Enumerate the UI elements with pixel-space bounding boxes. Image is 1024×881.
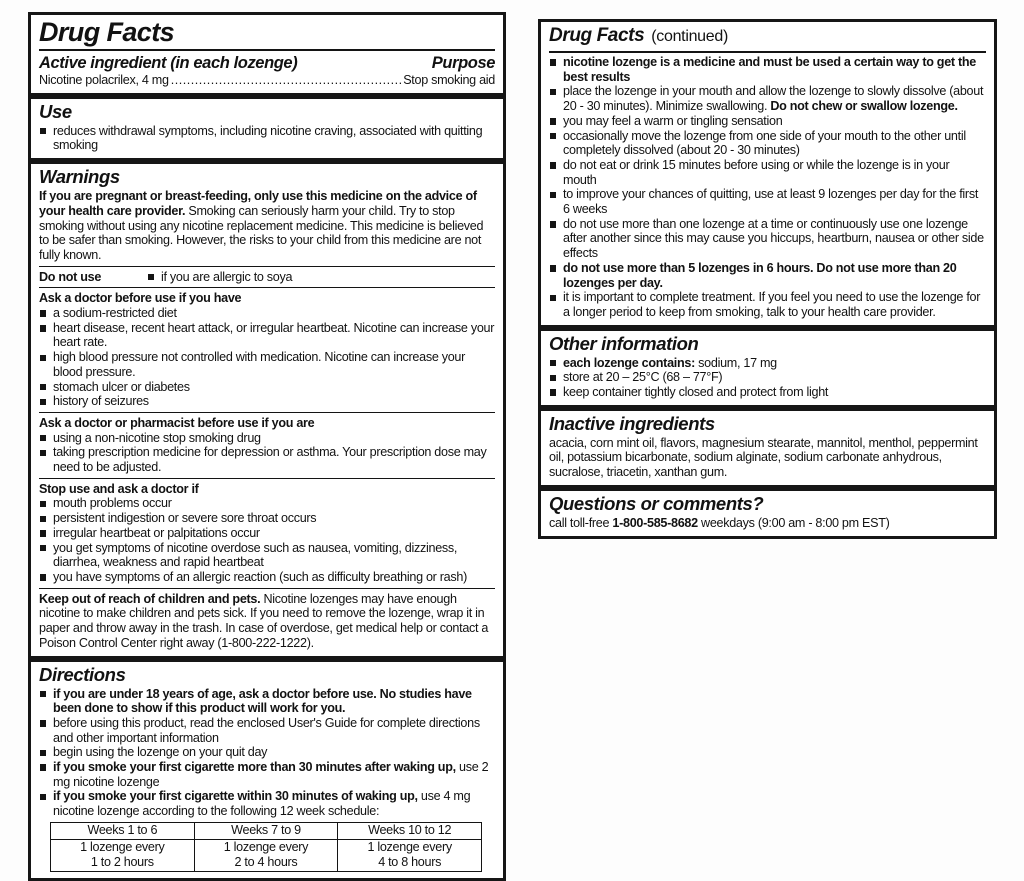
bullet-item — [39, 570, 495, 585]
active-ingredient-heading: Active ingredient (in each lozenge) — [39, 54, 298, 72]
dose-line2: 1 to 2 hours — [90, 855, 154, 870]
text-segment: begin using the lozenge on your quit day — [53, 745, 268, 760]
dose-line1: 1 lozenge every — [367, 840, 452, 855]
questions-heading: Questions or comments? — [549, 492, 764, 514]
purpose-heading: Purpose — [431, 54, 495, 72]
continued-title-row — [549, 24, 986, 49]
drug-facts-continued-title: Drug Facts — [549, 25, 645, 46]
text-segment: Do not chew or swallow lozenge. — [770, 99, 958, 114]
table-row — [51, 839, 482, 871]
use-heading: Use — [39, 100, 72, 122]
text-segment: irregular heartbeat or palpitations occur — [53, 525, 260, 540]
text-segment: occasionally move the lozenge from one side of your mouth to the other until completely dissolved (about 20 - 30 minutes) — [563, 128, 966, 158]
other-information-items — [549, 356, 986, 400]
bullet-item — [147, 270, 495, 285]
text-segment: you have symptoms of an allergic reaction (such as difficulty breathing or rash) — [53, 569, 467, 584]
drug-facts-panel-right — [538, 19, 997, 539]
text-segment: Keep out of reach of children and pets. — [39, 591, 264, 606]
inactive-ingredients-text: acacia, corn mint oil, flavors, magnesium stearate, mannitol, menthol, peppermint oil, potassium bicarbonate, sodium alginate, sodium carbonate anhydrous, sucralose, triacetin, xanthan gum. — [549, 435, 978, 480]
bullet-item — [39, 445, 495, 474]
bullet-item — [39, 511, 495, 526]
text-segment: if you are allergic to soya — [161, 269, 293, 284]
drug-facts-panel-left — [28, 12, 506, 881]
section-questions — [538, 488, 997, 539]
section-title-active-ingredient — [28, 12, 506, 96]
divider — [549, 51, 986, 53]
purpose-value: Stop smoking aid — [403, 73, 495, 87]
bullet-item — [549, 356, 986, 371]
divider — [39, 412, 495, 413]
text-segment: call toll-free — [549, 515, 613, 530]
table-cell-weeks-1-6 — [51, 839, 195, 871]
section-use — [28, 96, 506, 161]
bullet-item — [549, 385, 986, 400]
table-cell-weeks-7-9 — [194, 839, 338, 871]
bullet-item — [549, 370, 986, 385]
bullet-item — [39, 350, 495, 379]
bullet-item — [549, 290, 986, 319]
text-segment: sodium, 17 mg — [698, 355, 777, 370]
table-header-weeks-1-6: Weeks 1 to 6 — [51, 822, 195, 839]
table-header-row — [51, 822, 482, 839]
text-segment: reduces withdrawal symptoms, including nicotine craving, associated with quitting smoking — [53, 123, 483, 153]
text-segment: stomach ulcer or diabetes — [53, 379, 190, 394]
bullet-item — [39, 124, 495, 153]
text-segment: do not use more than 5 lozenges in 6 hours. Do not use more than 20 lozenges per day. — [563, 260, 957, 290]
text-segment: use 4 mg nicotine lozenge according to the following 12 week schedule: — [53, 789, 471, 819]
text-segment: persistent indigestion or severe sore throat occurs — [53, 511, 317, 526]
text-segment: before using this product, read the enclosed User's Guide for complete directions and other important information — [53, 715, 480, 745]
dose-line1: 1 lozenge every — [80, 840, 165, 855]
active-ingredient-name: Nicotine polacrilex, 4 mg — [39, 73, 169, 87]
text-segment: use 2 mg nicotine lozenge — [53, 760, 489, 789]
text-segment: if you are under 18 years of age, ask a doctor before use. No studies have been done to show if this product will work for you. — [53, 686, 472, 716]
directions-items — [39, 687, 495, 819]
table-header-weeks-10-12: Weeks 10 to 12 — [338, 822, 482, 839]
bullet-item — [39, 526, 495, 541]
bullet-item — [549, 217, 986, 261]
section-other-information — [538, 328, 997, 408]
bullet-item — [39, 541, 495, 570]
bullet-item — [39, 745, 495, 760]
text-segment: high blood pressure not controlled with medication. Nicotine can increase your blood pressure. — [53, 350, 466, 379]
text-segment: to improve your chances of quitting, use at least 9 lozenges per day for the first 6 weeks — [563, 187, 979, 217]
divider — [39, 287, 495, 288]
directions-heading: Directions — [39, 663, 126, 685]
dosing-schedule-table — [50, 822, 482, 872]
do-not-use-label: Do not use — [39, 269, 102, 284]
text-segment: do not eat or drink 15 minutes before using or while the lozenge is in your mouth — [563, 157, 950, 187]
text-segment: using a non-nicotine stop smoking drug — [53, 430, 261, 445]
bullet-item — [39, 394, 495, 409]
text-segment: heart disease, recent heart attack, or irregular heartbeat. Nicotine can increase your heart rate. — [53, 320, 495, 350]
section-inactive-ingredients — [538, 408, 997, 488]
bullet-item — [39, 321, 495, 350]
inactive-ingredients-heading: Inactive ingredients — [549, 412, 715, 434]
pregnancy-warning — [39, 189, 495, 263]
bullet-item — [39, 760, 495, 789]
do-not-use-items — [147, 270, 495, 285]
text-segment: taking prescription medicine for depression or asthma. Your prescription dose may need to be adjusted. — [53, 445, 487, 475]
bullet-item — [39, 687, 495, 716]
bullet-item — [549, 55, 986, 84]
bullet-item — [39, 306, 495, 321]
warnings-heading: Warnings — [39, 166, 120, 188]
bullet-item — [39, 716, 495, 745]
questions-text — [549, 516, 986, 531]
bullet-item — [549, 114, 986, 129]
bullet-item — [39, 496, 495, 511]
other-information-heading: Other information — [549, 332, 699, 354]
bullet-item — [549, 84, 986, 113]
text-segment: nicotine lozenge is a medicine and must be used a certain way to get the best results — [563, 55, 976, 84]
dose-line2: 4 to 8 hours — [378, 855, 442, 870]
table-header-weeks-7-9: Weeks 7 to 9 — [194, 822, 338, 839]
keep-out-of-reach-warning — [39, 592, 495, 651]
stop-use-items — [39, 496, 495, 584]
text-segment: weekdays (9:00 am - 8:00 pm EST) — [697, 515, 890, 530]
text-segment: do not use more than one lozenge at a time or continuously use one lozenge after another since this may cause you hiccups, heartburn, nausea or other side effects — [563, 216, 984, 261]
bullet-item — [39, 789, 495, 818]
ask-doctor-heading: Ask a doctor before use if you have — [39, 291, 242, 306]
stop-use-heading: Stop use and ask a doctor if — [39, 481, 199, 496]
text-segment: Smoking can seriously harm your child. Try to stop smoking without using any nicotine replacement medicine. This medicine is believed to be safer than smoking. However, the risks to your child from this medicine are not fully known. — [39, 203, 484, 262]
dose-line2: 2 to 4 hours — [234, 855, 298, 870]
bullet-item — [39, 380, 495, 395]
text-segment: if you smoke your first cigarette within 30 minutes of waking up, — [53, 789, 421, 804]
table-cell-weeks-10-12 — [338, 839, 482, 871]
text-segment: store at 20 – 25°C (68 – 77°F) — [563, 370, 723, 385]
divider — [39, 49, 495, 51]
section-warnings — [28, 161, 506, 658]
bullet-item — [549, 158, 986, 187]
divider — [39, 588, 495, 589]
drug-facts-title: Drug Facts — [39, 17, 175, 47]
dose-line1: 1 lozenge every — [223, 840, 309, 855]
ask-pharmacist-heading: Ask a doctor or pharmacist before use if you are — [39, 415, 315, 430]
ask-doctor-items — [39, 306, 495, 409]
text-segment: you may feel a warm or tingling sensation — [563, 113, 783, 128]
ask-pharmacist-items — [39, 431, 495, 475]
divider — [39, 266, 495, 267]
use-items — [39, 124, 495, 153]
dotted-leader — [171, 73, 401, 88]
section-directions — [28, 659, 506, 881]
active-ingredient-value-row — [39, 73, 495, 88]
bullet-item — [549, 187, 986, 216]
section-directions-continued — [538, 19, 997, 328]
text-segment: 1-800-585-8682 — [612, 515, 698, 530]
usage-items — [549, 55, 986, 320]
text-segment: history of seizures — [53, 394, 149, 409]
active-ingredient-header-row — [39, 53, 495, 73]
continued-label: (continued) — [651, 28, 728, 45]
text-segment: Nicotine lozenges may have enough nicotine to make children and pets sick. If you need to remove the lozenge, wrap it in paper and throw away in the trash. In case of overdose, get medical help or contact a Poison Control Center right away (1-800-222-1222). — [39, 591, 489, 650]
do-not-use-row — [39, 270, 495, 285]
text-segment: it is important to complete treatment. If you feel you need to use the lozenge for a longer period to keep from smoking, talk to your health care provider. — [563, 290, 981, 319]
text-segment: If you are pregnant or breast-feeding, only use this medicine on the advice of your health care provider. — [39, 189, 477, 218]
bullet-item — [39, 431, 495, 446]
bullet-item — [549, 129, 986, 158]
divider — [39, 478, 495, 479]
text-segment: each lozenge contains: — [563, 355, 699, 370]
text-segment: if you smoke your first cigarette more than 30 minutes after waking up, — [53, 760, 459, 775]
text-segment: place the lozenge in your mouth and allow the lozenge to slowly dissolve (about 20 - 30 minutes). Minimize swallowing. — [563, 84, 984, 114]
text-segment: mouth problems occur — [53, 496, 172, 511]
text-segment: you get symptoms of nicotine overdose such as nausea, vomiting, dizziness, diarrhea, weakness and rapid heartbeat — [53, 540, 458, 570]
text-segment: keep container tightly closed and protect from light — [563, 385, 829, 400]
bullet-item — [549, 261, 986, 290]
text-segment: a sodium-restricted diet — [53, 306, 177, 321]
